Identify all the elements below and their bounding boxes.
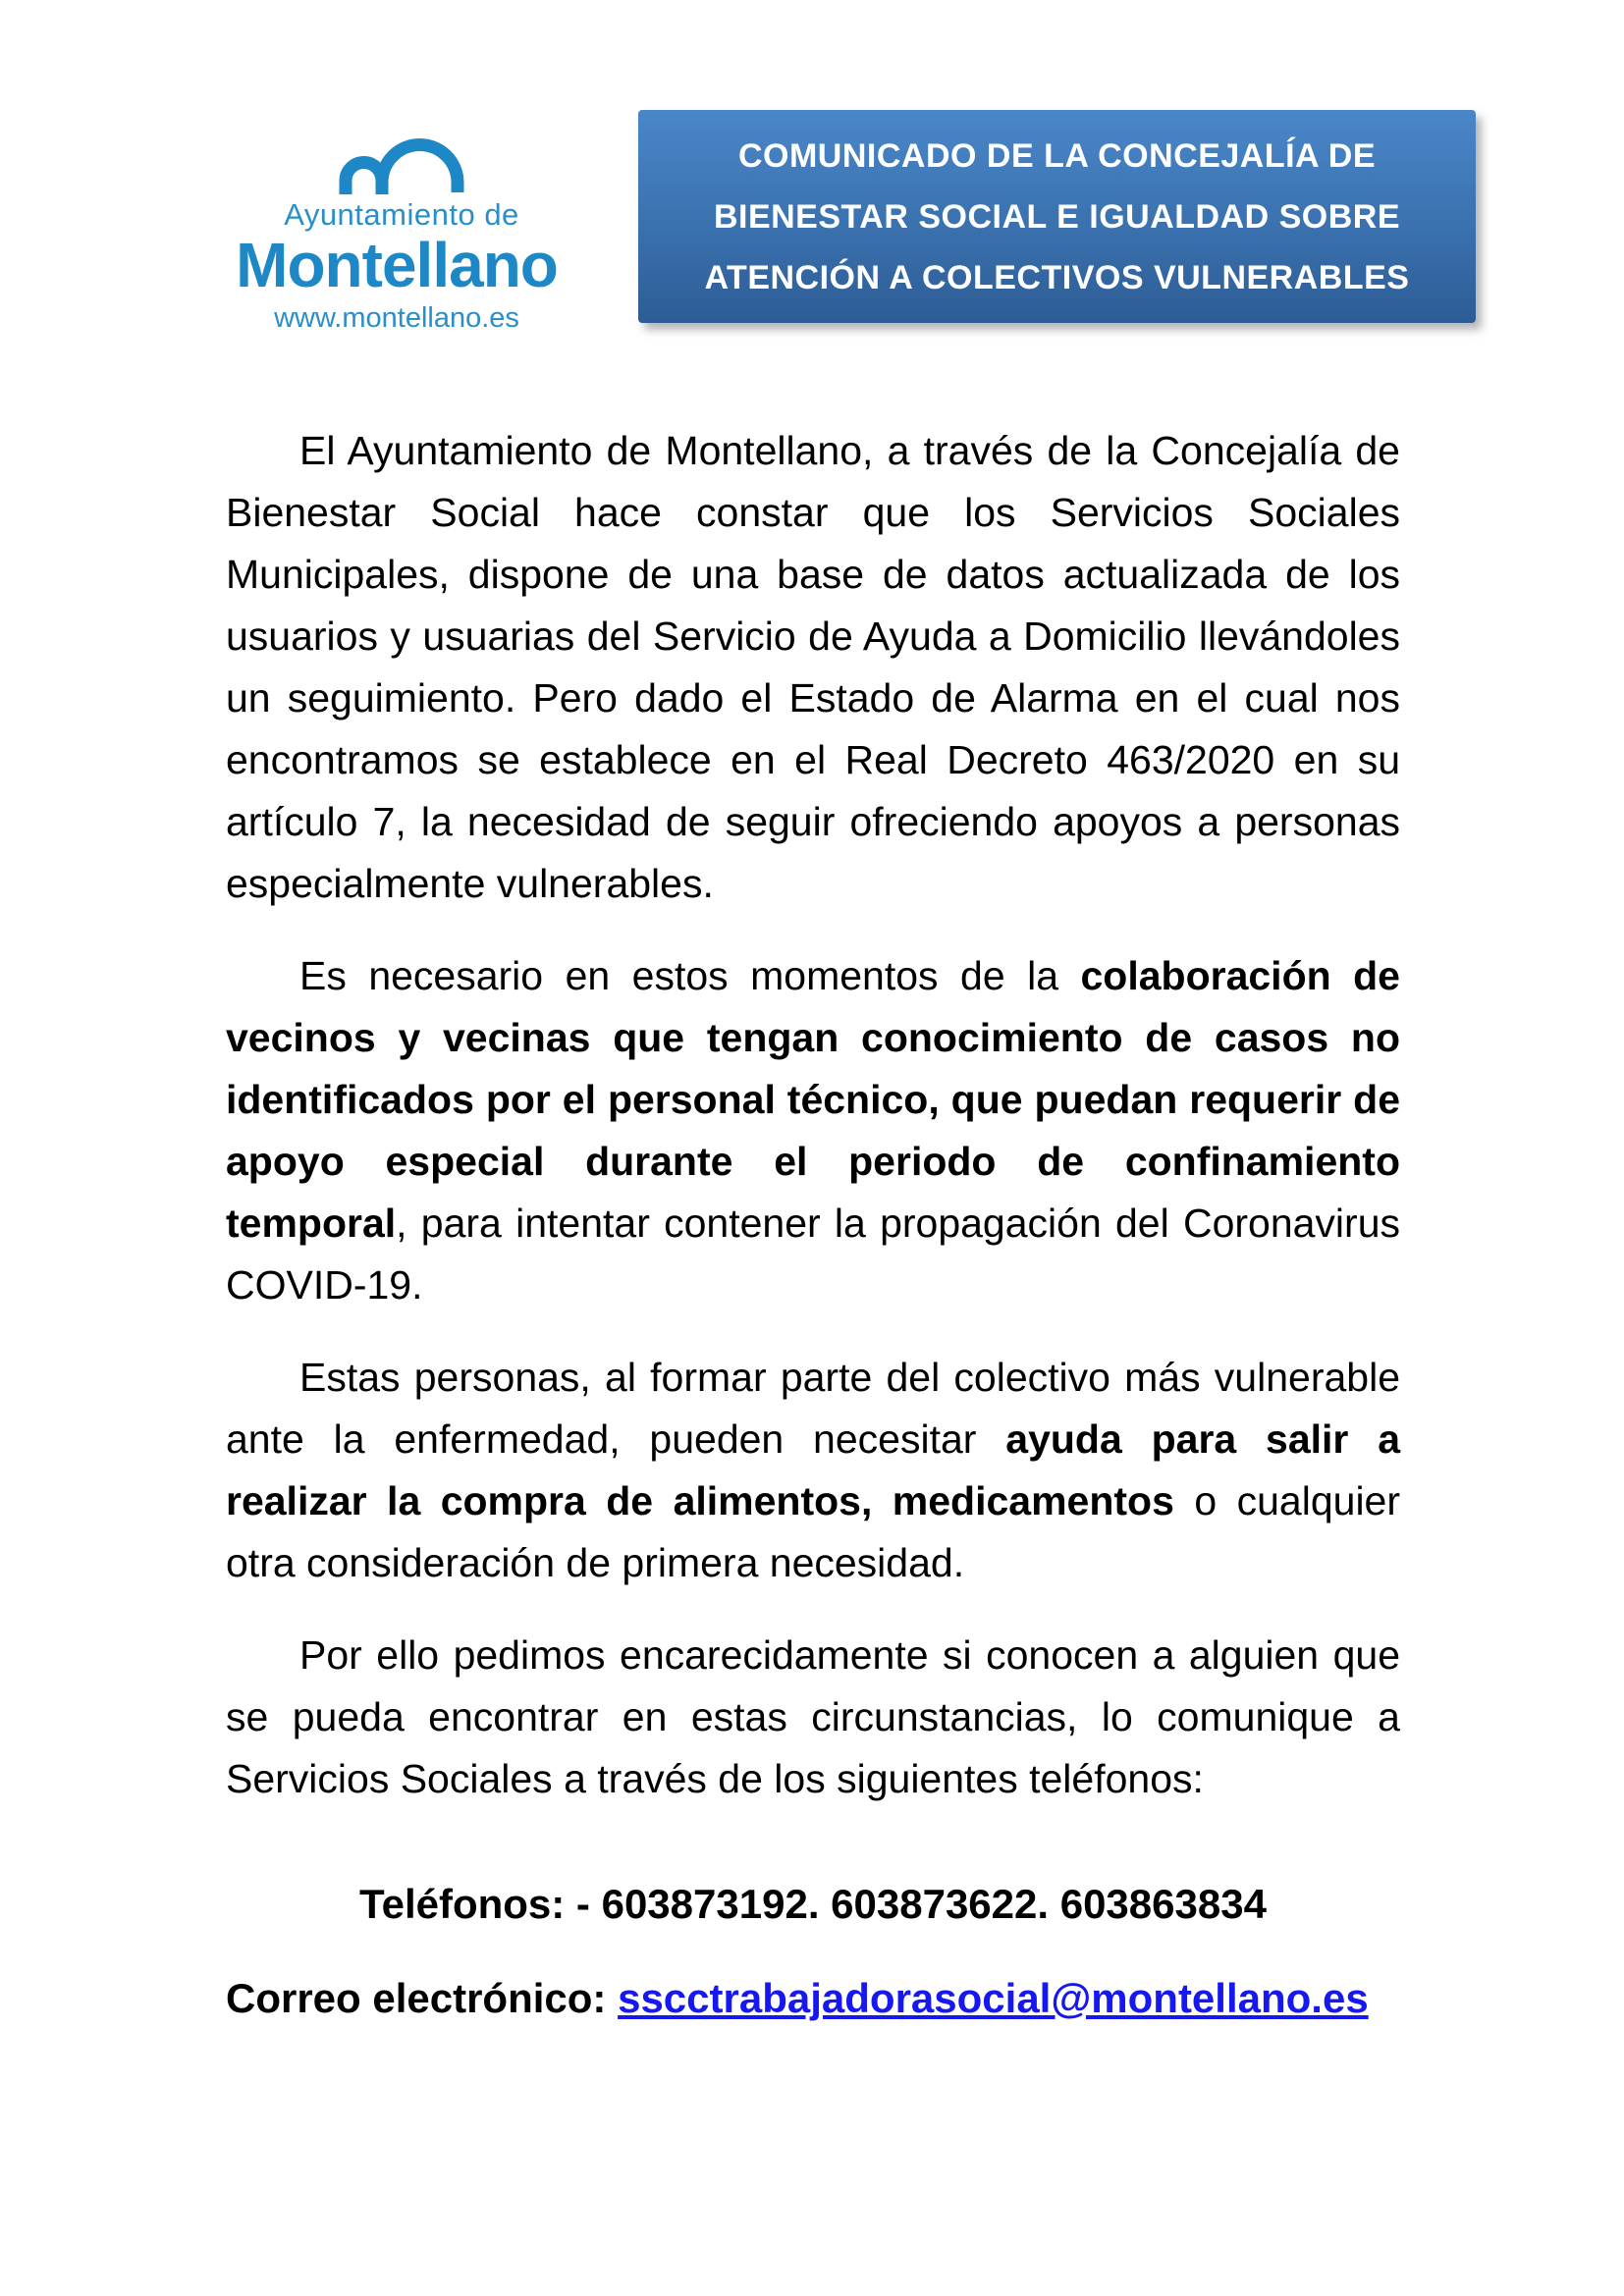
email-link[interactable]: sscctrabajadorasocial@montellano.es <box>618 1975 1369 2021</box>
paragraph-segment: El Ayuntamiento de Montellano, a través de la Concejalía de Bienestar Social hace constar que los Servicios Sociales Municipales, dispone de una base de datos actualizada de los usuarios y usuarias del Servicio de Ayuda a Domicilio llevándoles un seguimiento. Pero dado el Estado de Alarma en el cual nos encontramos se establece en el Real Decreto 463/2020 en su artículo 7, la necesidad de seguir ofreciendo apoyos a personas especialmente vulnerables. <box>226 428 1400 906</box>
phones-line: Teléfonos: - 603873192. 603873622. 603863834 <box>359 1881 1267 1927</box>
logo-name: Montellano <box>236 230 558 300</box>
paragraph-bold-segment: colaboración de vecinos y vecinas que tengan conocimiento de casos no identificados por el personal técnico, que puedan requerir de apoyo especial durante el periodo de confinamiento temporal <box>226 953 1400 1246</box>
document-body <box>226 420 1400 2029</box>
paragraph-segment: o cualquier otra consideración de primera necesidad. <box>226 1478 1401 1585</box>
banner-line-1: COMUNICADO DE LA CONCEJALÍA DE <box>737 136 1377 175</box>
logo-website: www.montellano.es <box>274 302 519 334</box>
paragraph-segment: Estas personas, al formar parte del colectivo más vulnerable ante la enfermedad, pueden necesitar <box>226 1355 1400 1462</box>
banner-line-3: ATENCIÓN A COLECTIVOS VULNERABLES <box>704 258 1410 296</box>
paragraph <box>226 1625 1400 1810</box>
paragraph-segment: Por ello pedimos encarecidamente si conocen a alguien que se pueda encontrar en estas circunstancias, lo comunique a Servicios Sociales a través de los siguientes teléfonos: <box>226 1632 1400 1801</box>
paragraph-segment: Es necesario en estos momentos de la <box>299 953 1081 998</box>
paragraph-bold-segment: ayuda para salir a realizar la compra de alimentos, medicamentos <box>226 1416 1401 1523</box>
banner-line-2: BIENESTAR SOCIAL E IGUALDAD SOBRE <box>713 197 1401 236</box>
paragraph <box>226 945 1400 1316</box>
logo-subtitle: Ayuntamiento de <box>284 197 519 232</box>
paragraph <box>226 1347 1400 1594</box>
paragraph <box>226 420 1400 915</box>
title-banner <box>638 110 1476 323</box>
paragraph-segment: , para intentar contener la propagación del Coronavirus COVID-19. <box>226 1201 1400 1308</box>
paragraphs-container <box>226 420 1400 1810</box>
email-line <box>226 1967 1400 2029</box>
email-label: Correo electrónico: <box>226 1975 619 2021</box>
montellano-logo <box>226 135 568 335</box>
montellano-arches-icon <box>338 135 465 194</box>
